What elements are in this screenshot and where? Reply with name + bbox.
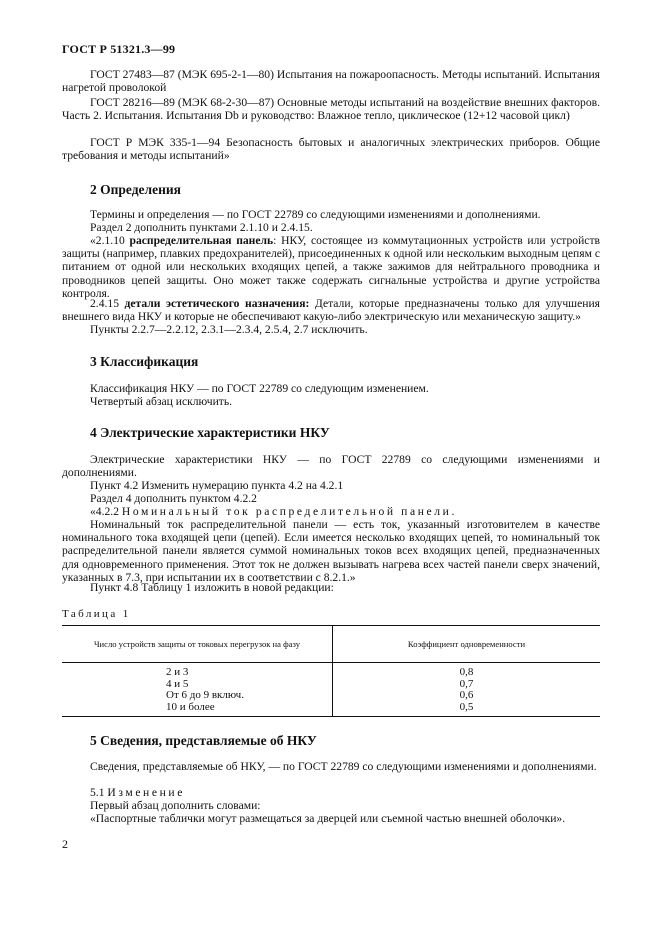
definition-2-1-10-text: : НКУ, состоящее из коммутационных устройств или устройств защиты (например, плавких предохранителей), присоединенных к одной или нескольким выходным цепям с питанием от одной или нескольких входящих цепей, а также зажимов для нейтрального проводника и проводников цепей защиты. Оно может также содержать сигнальные устройства и другие устройства контроля.: [62, 234, 600, 300]
clause-5-1-title: [62, 786, 600, 799]
clause-5-1-spaced-title: Изменение: [107, 786, 185, 799]
clause-4-2-2-spaced-title: Номинальный ток распределительной панели.: [121, 505, 457, 518]
section-2-heading: 2 Определения: [90, 182, 181, 197]
term-distribution-panel: распределительная панель: [129, 234, 274, 247]
table-cell-count: 10 и более: [166, 700, 215, 713]
section-2-add-clauses: Раздел 2 дополнить пунктами 2.1.10 и 2.4.15.: [90, 221, 313, 234]
table-1: [62, 625, 600, 717]
table-1-caption: Таблица 1: [62, 608, 131, 620]
clause-4-2-2-text: Номинальный ток распределительной панели — есть ток, указанный изготовителем в качестве номинального тока входящей цепи (цепей). Если имеется несколько входящих цепей, то номинальный ток распределительной панели является суммой номинальных токов всех входящих цепей, предназначенных для одновременного применения. Этот ток не должен вызывать нагрева всех частей панели сверх значений, указанных в 7.3, при испытании их в соответствии с 8.2.1.»: [62, 518, 600, 584]
clause-5-1-number: 5.1: [90, 786, 108, 799]
definition-2-4-15-number: 2.4.15: [90, 297, 125, 310]
table-cell-count: От 6 до 9 включ.: [166, 689, 244, 702]
table-cell-factor: 0,6: [459, 689, 474, 702]
table-cell-factor: 0,7: [459, 677, 474, 690]
section-4-add-clause: Раздел 4 дополнить пунктом 4.2.2: [90, 492, 257, 505]
clause-5-1-instruction: Первый абзац дополнить словами:: [90, 799, 261, 812]
table-header-row: [62, 626, 600, 663]
section-3-heading: 3 Классификация: [90, 354, 199, 369]
section-4-heading: 4 Электрические характеристики НКУ: [90, 425, 330, 440]
term-aesthetic-parts: детали эстетического назначения:: [124, 297, 310, 310]
definition-2-4-15-text: Детали, которые предназначены только для улучшения внешнего вида НКУ и которые не обеспечивают какую-либо электрическую или механическую защиту.»: [62, 297, 600, 324]
definition-2-1-10: [62, 234, 600, 300]
definition-2-1-10-number: «2.1.10: [90, 234, 130, 247]
reference-gost-28216: ГОСТ 28216—89 (МЭК 68-2-30—87) Основные методы испытаний на воздействие внешних факторов. Часть 2. Испытания. Испытания Db и руководство: Влажное тепло, циклическое (12+12 часовой цикл): [62, 96, 600, 123]
table-header-factor: Коэффициент одновременности: [333, 626, 601, 663]
table-count-column: [62, 663, 333, 717]
table-cell-count: 2 и 3: [166, 666, 189, 678]
table-body-row: [62, 663, 600, 717]
table-header-count: Число устройств защиты от токовых перегрузок на фазу: [62, 626, 333, 663]
section-3-intro: Классификация НКУ — по ГОСТ 22789 со следующим изменением.: [90, 382, 429, 395]
clause-4-2-2-title: [62, 505, 600, 518]
section-4-renumber: Пункт 4.2 Изменить нумерацию пункта 4.2 на 4.2.1: [90, 479, 344, 492]
clause-4-8-instruction: Пункт 4.8 Таблицу 1 изложить в новой редакции:: [90, 581, 334, 594]
reference-gost-mek-335: ГОСТ Р МЭК 335-1—94 Безопасность бытовых и аналогичных электрических приборов. Общие требования и методы испытаний»: [62, 136, 600, 163]
table-cell-factor: 0,5: [459, 700, 474, 713]
section-2-excluded-clauses: Пункты 2.2.7—2.2.12, 2.3.1—2.3.4, 2.5.4, 2.7 исключить.: [90, 323, 368, 336]
definition-2-4-15: [62, 297, 600, 323]
page-number: 2: [62, 837, 68, 851]
clause-5-1-added-text: «Паспортные таблички могут размещаться за дверцей или съемной частью внешней оболочки».: [90, 812, 566, 825]
table-cell-count: 4 и 5: [166, 677, 189, 690]
section-3-exclusion: Четвертый абзац исключить.: [90, 395, 233, 408]
table-cell-factor: 0,8: [459, 666, 474, 678]
section-2-intro: Термины и определения — по ГОСТ 22789 со следующими изменениями и дополнениями.: [90, 208, 541, 221]
document-code-header: ГОСТ Р 51321.3—99: [62, 42, 176, 56]
clause-4-2-2-number: «4.2.2: [90, 505, 122, 518]
table-factor-column: [333, 663, 601, 717]
section-5-intro: Сведения, представляемые об НКУ, — по ГОСТ 22789 со следующими изменениями и дополнениями.: [90, 760, 597, 773]
section-5-heading: 5 Сведения, представляемые об НКУ: [90, 733, 317, 748]
section-4-intro: Электрические характеристики НКУ — по ГОСТ 22789 со следующими изменениями и дополнениями.: [62, 453, 600, 480]
reference-gost-27483: ГОСТ 27483—87 (МЭК 695-2-1—80) Испытания на пожароопасность. Методы испытаний. Испытания нагретой проволокой: [62, 68, 600, 95]
